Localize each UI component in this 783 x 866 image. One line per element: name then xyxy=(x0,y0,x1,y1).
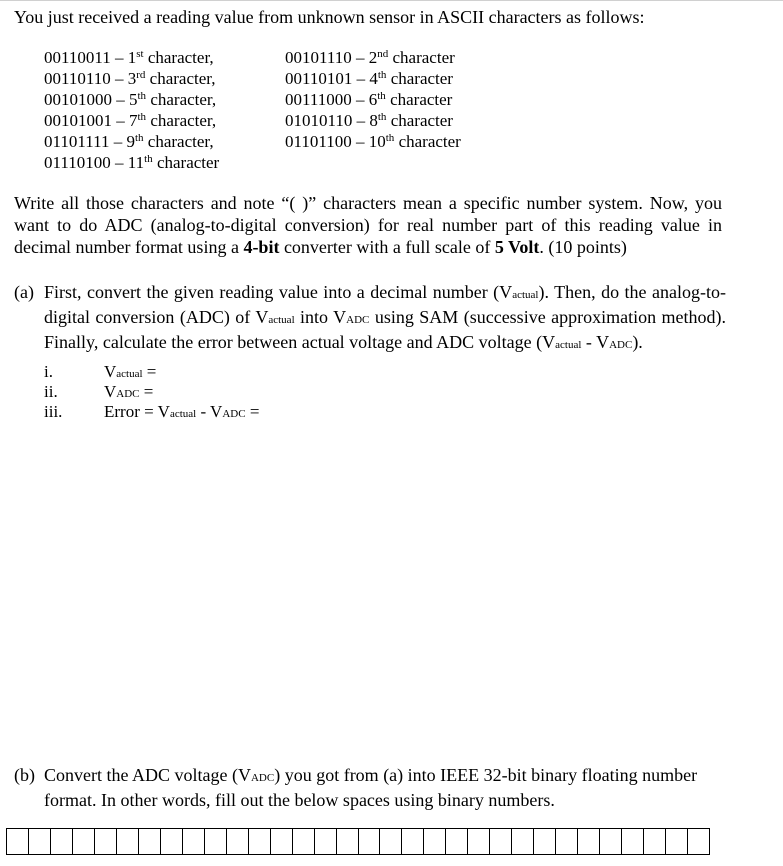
bit-box[interactable] xyxy=(666,829,688,854)
bit-box[interactable] xyxy=(578,829,600,854)
ieee754-bit-boxes xyxy=(6,828,710,855)
question-a-label: (a) xyxy=(14,282,34,302)
code-row: 01101111 – 9th character, xyxy=(44,132,214,151)
bit-box[interactable] xyxy=(161,829,183,854)
bit-box[interactable] xyxy=(293,829,315,854)
bit-box[interactable] xyxy=(446,829,468,854)
bit-box[interactable] xyxy=(534,829,556,854)
code-row: 01010110 – 8th character xyxy=(285,111,453,130)
bit-box[interactable] xyxy=(95,829,117,854)
code-row: 00111000 – 6th character xyxy=(285,90,453,109)
bit-box[interactable] xyxy=(644,829,666,854)
code-row: 00101001 – 7th character, xyxy=(44,111,217,130)
bit-box[interactable] xyxy=(51,829,73,854)
bit-box[interactable] xyxy=(490,829,512,854)
question-b xyxy=(14,764,734,811)
bit-box[interactable] xyxy=(271,829,293,854)
bit-box[interactable] xyxy=(139,829,161,854)
intro-text: You just received a reading value from unknown sensor in ASCII characters as follows: xyxy=(14,7,645,27)
code-row: 01110100 – 11th character xyxy=(44,153,220,172)
question-b-label: (b) xyxy=(14,765,35,785)
bit-box[interactable] xyxy=(205,829,227,854)
bit-box[interactable] xyxy=(468,829,490,854)
bit-box[interactable] xyxy=(402,829,424,854)
code-row: 00110101 – 4th character xyxy=(285,69,453,88)
bit-box[interactable] xyxy=(622,829,644,854)
question-a xyxy=(14,281,726,356)
code-row: 00110110 – 3rd character, xyxy=(44,69,216,88)
bit-box[interactable] xyxy=(73,829,95,854)
bit-box[interactable] xyxy=(249,829,271,854)
bit-box[interactable] xyxy=(315,829,337,854)
bit-box[interactable] xyxy=(424,829,446,854)
code-row: 01101100 – 10th character xyxy=(285,132,461,151)
bit-box[interactable] xyxy=(183,829,205,854)
ascii-codes-left xyxy=(44,47,219,173)
bit-box[interactable] xyxy=(359,829,381,854)
bit-box[interactable] xyxy=(7,829,29,854)
instructions-paragraph: Write all those characters and note “( )” characters mean a specific number system. Now, you want to do ADC (analog-to-digital conversion) for real number part of this reading value in decimal number format using a 4-bit converter with a full scale of 5 Volt. (10 points) xyxy=(14,193,722,257)
bit-box[interactable] xyxy=(227,829,249,854)
bit-box[interactable] xyxy=(688,829,709,854)
ascii-codes-right xyxy=(285,47,461,152)
code-row: 00101000 – 5th character, xyxy=(44,90,217,109)
bit-box[interactable] xyxy=(337,829,359,854)
bit-box[interactable] xyxy=(380,829,402,854)
bit-box[interactable] xyxy=(512,829,534,854)
question-a-text: First, convert the given reading value into a decimal number (Vactual). Then, do the analog-to-digital conversion (ADC) of Vactual into VADC using SAM (successive approximation method). Finally, calculate the error between actual voltage and ADC voltage (Vactual - VADC). xyxy=(44,282,727,352)
question-b-text: Convert the ADC voltage (VADC) you got from (a) into IEEE 32-bit binary floating number format. In other words, fill out the below spaces using binary numbers. xyxy=(44,765,698,810)
bit-box[interactable] xyxy=(600,829,622,854)
bit-box[interactable] xyxy=(117,829,139,854)
code-row: 00101110 – 2nd character xyxy=(285,48,455,67)
top-border xyxy=(0,0,783,1)
bit-box[interactable] xyxy=(556,829,578,854)
code-row: 00110011 – 1st character, xyxy=(44,48,214,67)
bit-box[interactable] xyxy=(29,829,51,854)
